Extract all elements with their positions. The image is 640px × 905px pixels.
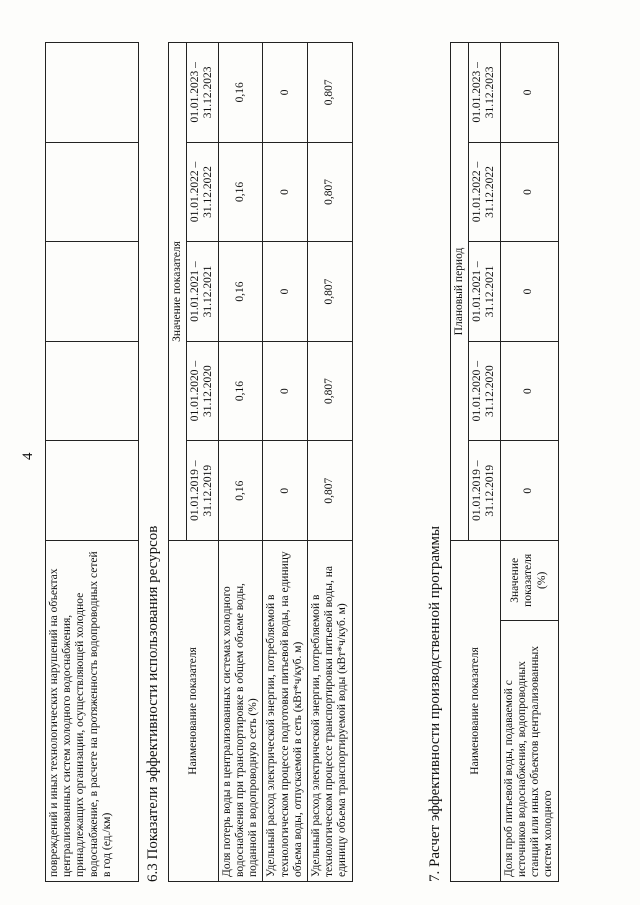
page-number: 4 <box>20 452 36 460</box>
table-cell-empty <box>46 441 139 541</box>
table-cell-empty <box>46 142 139 242</box>
table-cell-empty <box>46 341 139 441</box>
table-cell-value: 0 <box>263 441 308 541</box>
column-header-period: 01.01.2019 – 31.12.2019 <box>187 441 218 541</box>
table-cell-value: 0 <box>500 43 558 143</box>
table-cell-empty <box>46 242 139 342</box>
table-row <box>500 43 558 882</box>
section-7-title: 7. Расчет эффективности производственной программы <box>427 525 443 882</box>
table-cell-value: 0 <box>500 341 558 441</box>
table-cell-value: 0 <box>263 341 308 441</box>
section-6-3-title: 6.3 Показатели эффективности использования ресурсов <box>145 525 161 882</box>
table-cell-value: 0,807 <box>307 43 352 143</box>
program-efficiency-table <box>450 42 559 882</box>
rotated-document-page <box>20 12 620 892</box>
column-header-name: Наименование показателя <box>169 540 219 881</box>
table-cell-value: 0,16 <box>218 142 263 242</box>
table-row <box>263 43 308 882</box>
table-row <box>218 43 263 882</box>
table-cell-value: 0 <box>263 242 308 342</box>
table-cell-value: 0 <box>263 43 308 143</box>
table-cell-value: 0 <box>500 142 558 242</box>
table-cell-value: 0 <box>500 242 558 342</box>
table-header-row <box>451 43 469 882</box>
table-header-row <box>169 43 187 882</box>
table-cell-unit: Значение показателя (%) <box>500 540 558 620</box>
table-cell-empty <box>46 43 139 143</box>
efficiency-table <box>168 42 353 882</box>
column-header-name: Наименование показателя <box>451 540 501 881</box>
table-cell-value: 0,807 <box>307 341 352 441</box>
column-header-period: 01.01.2020 – 31.12.2020 <box>469 341 500 441</box>
table-cell-value: 0 <box>500 441 558 541</box>
table-row <box>307 43 352 882</box>
table-cell-name: повреждений и иных технологических нарушений на объектах централизованных систем холодного водоснабжения, принадлежащих организации, осуществляющей холодное водоснабжение, в расчете на протяженность водопроводных сетей в год (ед./км) <box>46 540 139 881</box>
table-cell-name: Удельный расход электрической энергии, потребляемой в технологическом процессе подготовки питьевой воды, на единицу объема воды, отпускаемой в сеть (кВт*ч/куб. м) <box>263 540 308 881</box>
table-cell-value: 0,16 <box>218 441 263 541</box>
table-cell-value: 0 <box>263 142 308 242</box>
column-group-header: Плановый период <box>451 43 469 541</box>
column-group-header: Значение показателя <box>169 43 187 541</box>
table-cell-value: 0,16 <box>218 341 263 441</box>
continuation-table <box>45 42 139 882</box>
table-cell-value: 0,16 <box>218 43 263 143</box>
column-header-period: 01.01.2022 – 31.12.2022 <box>469 142 500 242</box>
table-cell-name: Доля проб питьевой воды, подаваемой с источников водоснабжения, водопроводных станций или иных объектов централизованных систем холодного <box>500 620 558 881</box>
table-row <box>46 43 139 882</box>
table-cell-value: 0,807 <box>307 142 352 242</box>
column-header-period: 01.01.2023 – 31.12.2023 <box>469 43 500 143</box>
table-cell-name: Доля потерь воды в централизованных системах холодного водоснабжения при транспортировке в общем объеме воды, поданной в водопроводную сеть (%) <box>218 540 263 881</box>
table-cell-value: 0,807 <box>307 242 352 342</box>
column-header-period: 01.01.2019 – 31.12.2019 <box>469 441 500 541</box>
table-cell-value: 0,16 <box>218 242 263 342</box>
column-header-period: 01.01.2020 – 31.12.2020 <box>187 341 218 441</box>
column-header-period: 01.01.2021 – 31.12.2021 <box>469 242 500 342</box>
column-header-period: 01.01.2022 – 31.12.2022 <box>187 142 218 242</box>
table-cell-name: Удельный расход электрической энергии, потребляемой в технологическом процессе транспортировки питьевой воды, на единицу объема транспортируемой воды (кВт*ч/куб. м) <box>307 540 352 881</box>
column-header-period: 01.01.2023 – 31.12.2023 <box>187 43 218 143</box>
column-header-period: 01.01.2021 – 31.12.2021 <box>187 242 218 342</box>
table-cell-value: 0,807 <box>307 441 352 541</box>
